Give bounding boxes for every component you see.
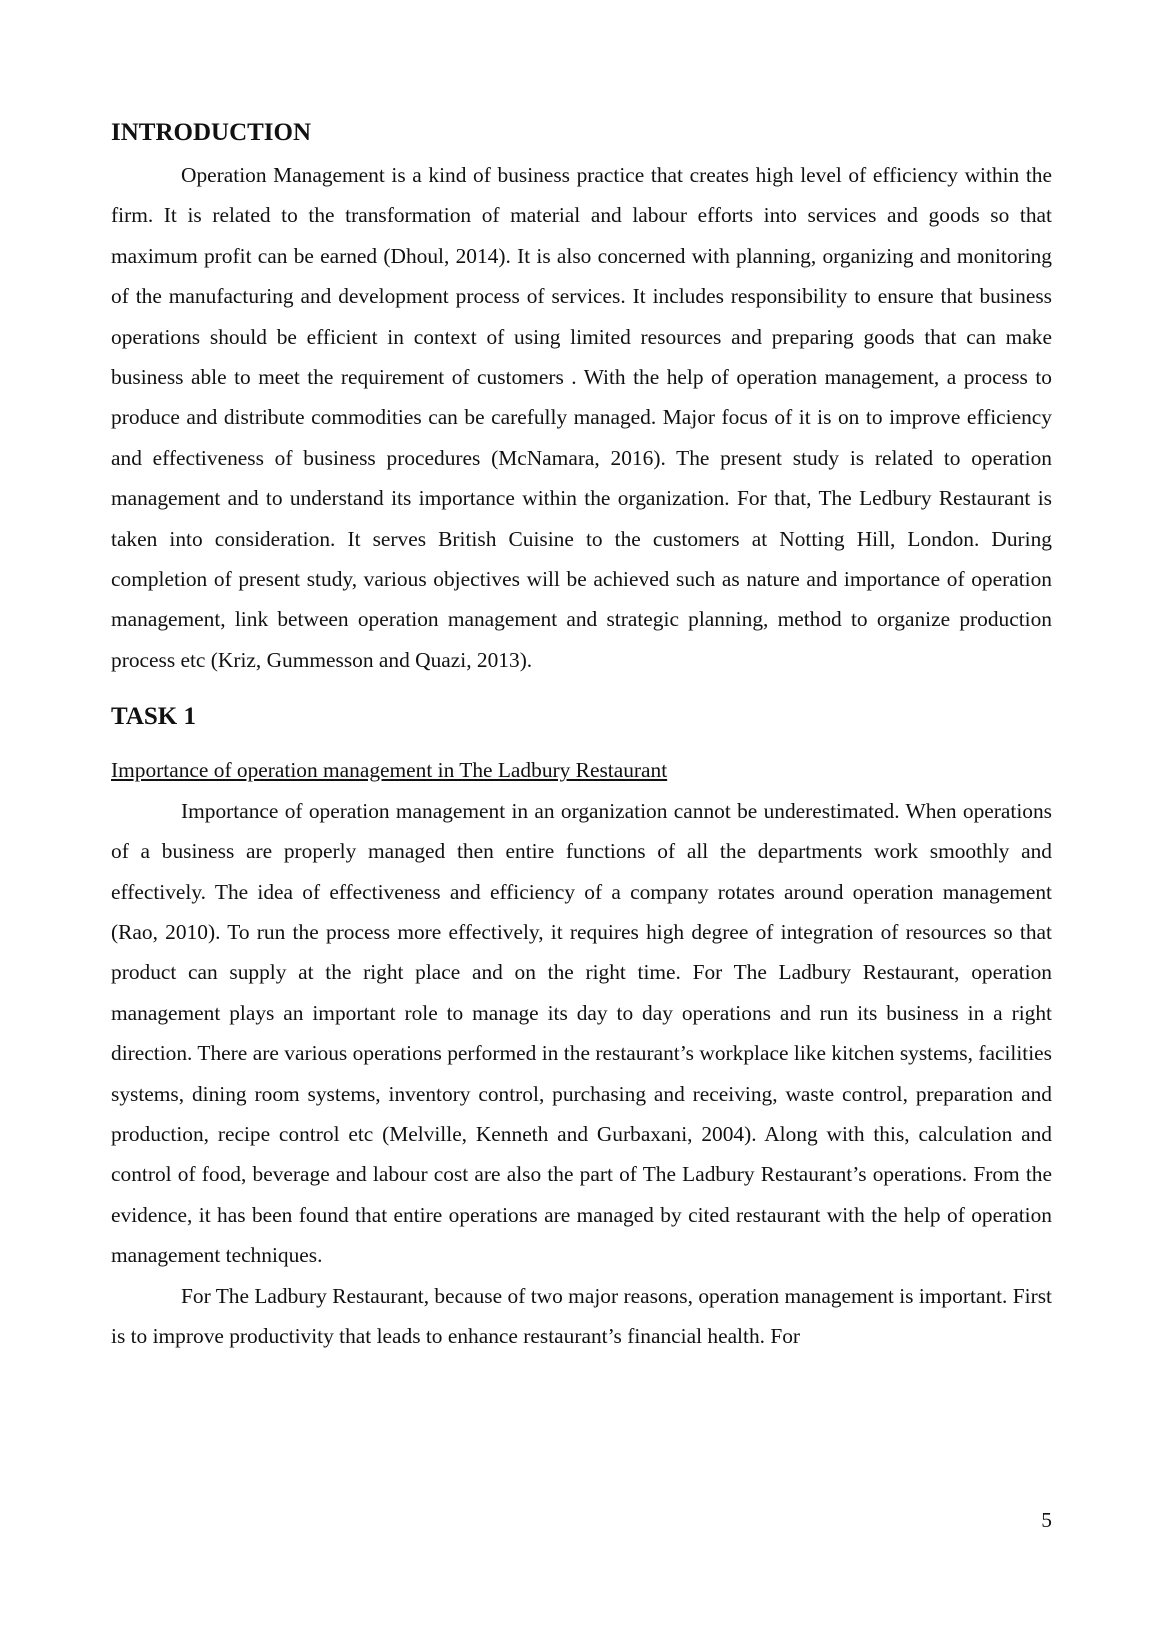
task-1-heading: TASK 1 (111, 703, 196, 731)
introduction-paragraph: Operation Management is a kind of business practice that creates high level of efficiency within the firm. It is related to the transformation of material and labour efforts into services and goods so that maximum profit can be earned (Dhoul, 2014). It is also concerned with planning, organizing and monitoring of the manufacturing and development process of services. It includes responsibility to ensure that business operations should be efficient in context of using limited resources and preparing goods that can make business able to meet the requirement of customers . With the help of operation management, a process to produce and distribute commodities can be carefully managed. Major focus of it is on to improve efficiency and effectiveness of business procedures (McNamara, 2016). The present study is related to operation management and to understand its importance within the organization. For that, The Ledbury Restaurant is taken into consideration. It serves British Cuisine to the customers at Notting Hill, London. During completion of present study, various objectives will be achieved such as nature and importance of operation management, link between operation management and strategic planning, method to organize production process etc (Kriz, Gummesson and Quazi, 2013). (111, 163, 1052, 672)
task-1-subheading: Importance of operation management in The Ladbury Restaurant (111, 758, 668, 783)
page-number: 5 (1041, 1508, 1052, 1532)
task-1-paragraph-2: For The Ladbury Restaurant, because of two major reasons, operation management is important. First is to improve productivity that leads to enhance restaurant’s financial health. For (111, 1283, 1052, 1348)
document-page (111, 118, 1052, 1356)
introduction-heading: INTRODUCTION (111, 119, 312, 146)
task-1-paragraph-1: Importance of operation management in an organization cannot be underestimated. When operations of a business are properly managed then entire functions of all the departments work smoothly and effectively. The idea of effectiveness and efficiency of a company rotates around operation management (Rao, 2010). To run the process more effectively, it requires high degree of integration of resources so that product can supply at the right place and on the right time. For The Ladbury Restaurant, operation management plays an important role to manage its day to day operations and run its business in a right direction. There are various operations performed in the restaurant’s workplace like kitchen systems, facilities systems, dining room systems, inventory control, purchasing and receiving, waste control, preparation and production, recipe control etc (Melville, Kenneth and Gurbaxani, 2004). Along with this, calculation and control of food, beverage and labour cost are also the part of The Ladbury Restaurant’s operations. From the evidence, it has been found that entire operations are managed by cited restaurant with the help of operation management techniques. (111, 798, 1052, 1268)
